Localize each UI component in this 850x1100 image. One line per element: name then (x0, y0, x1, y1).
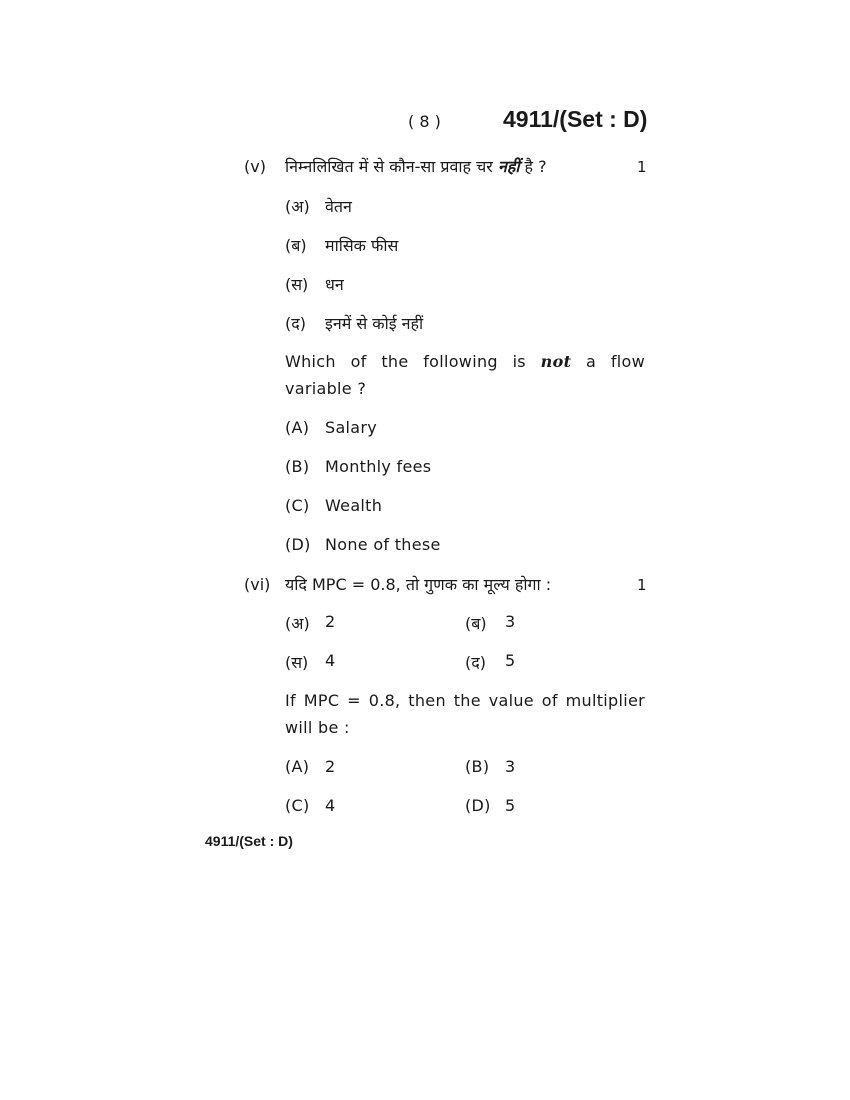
question-stem-english: If MPC = 0.8, then the value of multiplier will be : (285, 691, 645, 737)
option-letter: (A) (285, 418, 310, 437)
option-letter: (ब) (285, 236, 307, 255)
option-text: मासिक फीस (325, 236, 399, 255)
marks: 1 (637, 576, 647, 594)
option-text: 4 (325, 796, 336, 815)
option-letter: (द) (465, 653, 486, 672)
option-letter: (B) (465, 757, 490, 776)
option-letter: (अ) (285, 197, 310, 216)
question-stem-hindi: यदि MPC = 0.8, तो गुणक का मूल्य होगा : (285, 575, 552, 594)
option-text: 5 (505, 651, 516, 670)
option-text: None of these (325, 535, 441, 554)
option-letter: (स) (285, 275, 309, 294)
option-text: Salary (325, 418, 378, 437)
stem-emphasis: नहीं (497, 157, 520, 176)
stem-text: निम्नलिखित में से कौन-सा प्रवाह चर (285, 157, 498, 176)
option-text: 4 (325, 651, 336, 670)
stem-emphasis: not (540, 352, 572, 371)
option-letter: (अ) (285, 614, 310, 633)
question-number: (v) (244, 157, 266, 176)
question-number: (vi) (244, 575, 271, 594)
option-letter: (D) (465, 796, 491, 815)
option-text: 2 (325, 612, 336, 631)
marks: 1 (637, 158, 647, 176)
stem-text: है ? (519, 157, 547, 176)
option-text: इनमें से कोई नहीं (325, 314, 424, 333)
stem-text: a flow variable ? (285, 352, 645, 398)
option-letter: (द) (285, 314, 306, 333)
option-letter: (C) (285, 796, 310, 815)
option-text: 5 (505, 796, 516, 815)
set-code-header: 4911/(Set : D) (503, 106, 648, 132)
option-letter: (स) (285, 653, 309, 672)
set-code-footer: 4911/(Set : D) (205, 833, 293, 849)
stem-text: Which of the following is (285, 352, 541, 371)
option-letter: (D) (285, 535, 311, 554)
option-text: 2 (325, 757, 336, 776)
option-text: वेतन (325, 197, 352, 216)
option-text: 3 (505, 612, 516, 631)
option-letter: (C) (285, 496, 310, 515)
option-text: Monthly fees (325, 457, 432, 476)
option-text: Wealth (325, 496, 383, 515)
option-text: 3 (505, 757, 516, 776)
question-stem-english (285, 348, 645, 402)
page-number: ( 8 ) (408, 112, 441, 131)
question-stem-hindi (285, 155, 547, 177)
option-letter: (ब) (465, 614, 487, 633)
option-text: धन (325, 275, 344, 294)
option-letter: (A) (285, 757, 310, 776)
option-letter: (B) (285, 457, 310, 476)
